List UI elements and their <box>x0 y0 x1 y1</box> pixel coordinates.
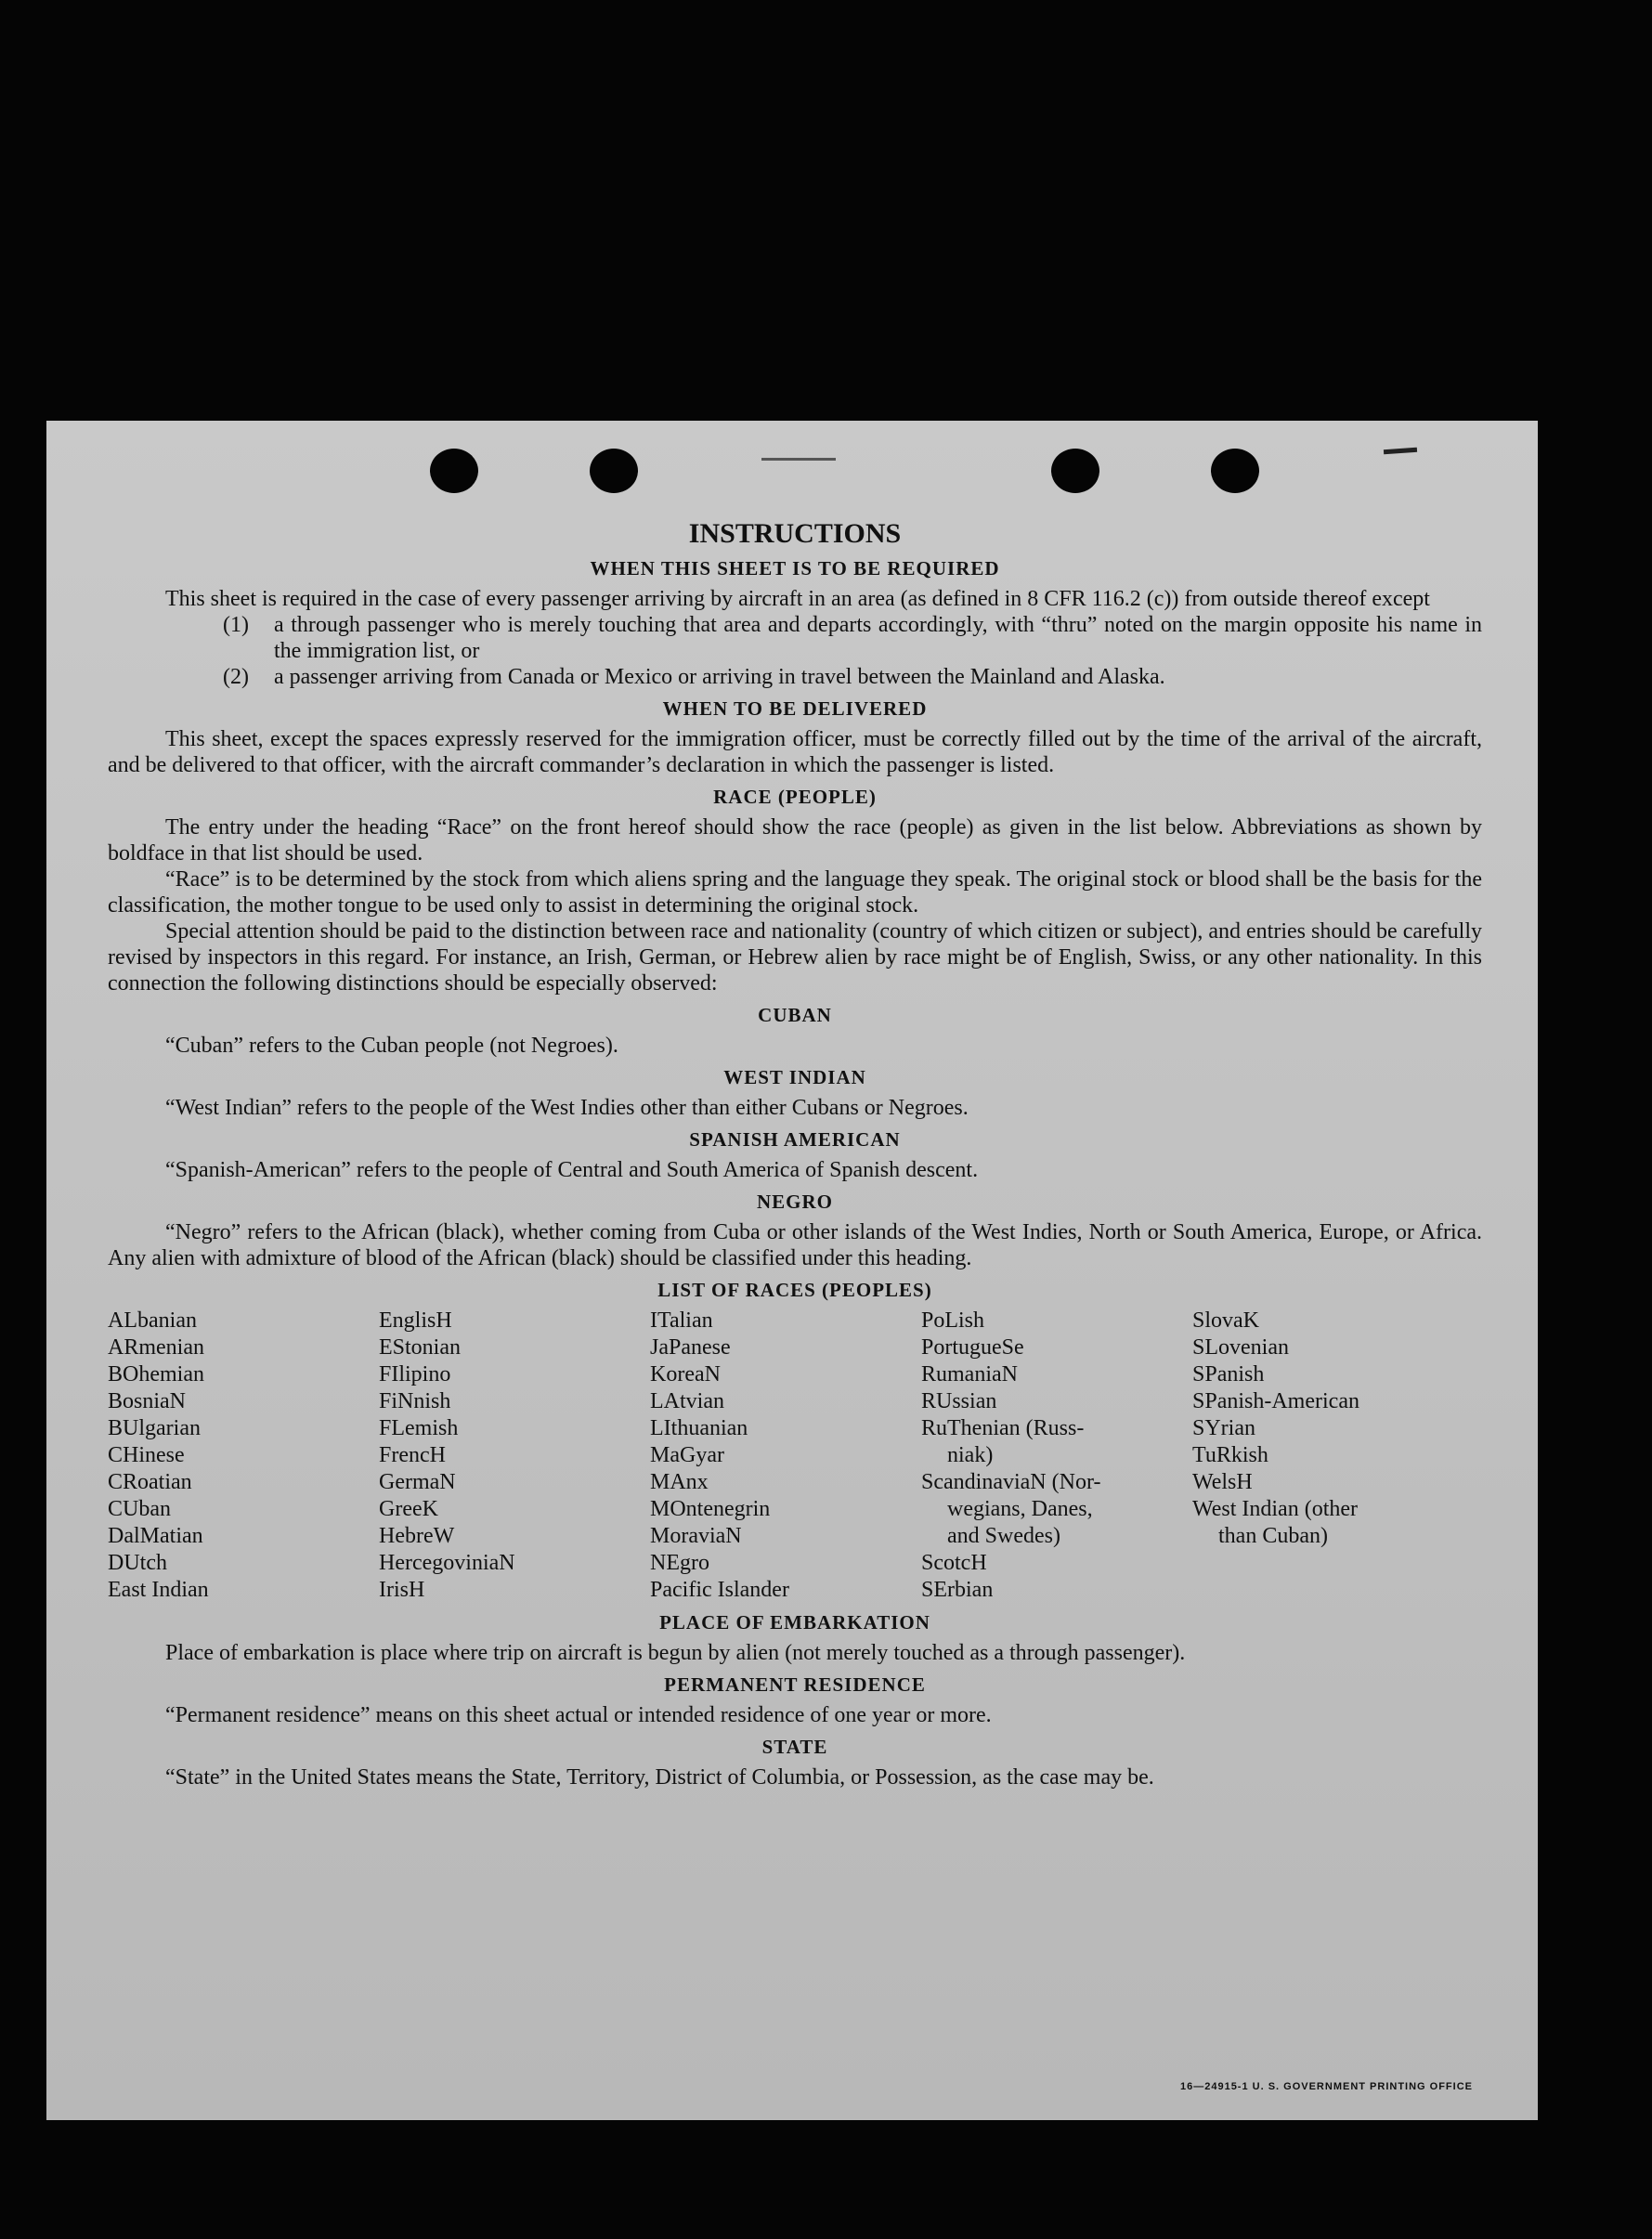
race-entry: DUtch <box>108 1551 167 1575</box>
printing-office-footer: 16—24915-1 U. S. GOVERNMENT PRINTING OFFICE <box>1179 2081 1473 2092</box>
document-sheet <box>46 421 1538 2120</box>
punch-hole <box>1051 449 1099 493</box>
race-entry: EStonian <box>379 1335 461 1360</box>
delivered-text: This sheet, except the spaces expressly reserved for the immigration officer, must be correctly filled out by the time of the arrival of the aircraft, and be delivered to that officer, with the aircraft commander’s declaration in which the passenger is listed. <box>108 727 1482 777</box>
race-entry: RumaniaN <box>921 1362 1018 1386</box>
race-entry: LAtvian <box>650 1389 724 1413</box>
punch-hole <box>430 449 478 493</box>
race-paragraph: “Race” is to be determined by the stock from which aliens spring and the language they speak. The original stock or blood shall be the basis for the classification, the mother tongue to be used only to assist in determining the original stock. <box>108 867 1482 918</box>
race-entry: FLemish <box>379 1416 459 1440</box>
race-entry: GermaN <box>379 1470 456 1494</box>
race-paragraph: Special attention should be paid to the distinction between race and nationality (country of which citizen or subject), and entries should be carefully revised by inspectors in this regard. For instance, an Irish, German, or Hebrew alien by race might be of English, Swiss, or any other nationality. In this connection the following distinctions should be especially observed: <box>108 919 1482 996</box>
spanish-american-text: “Spanish-American” refers to the people of Central and South America of Spanish descent. <box>165 1158 979 1182</box>
negro-text: “Negro” refers to the African (black), whether coming from Cuba or other islands of the West Indies, North or South America, Europe, or Africa. Any alien with admixture of blood of the African (black) should be classified under this heading. <box>108 1220 1482 1270</box>
race-entry: and Swedes) <box>947 1524 1060 1548</box>
race-paragraph: The entry under the heading “Race” on the front hereof should show the race (people) as given in the list below. Abbreviations as shown by boldface in that list should be used. <box>108 815 1482 866</box>
race-entry: WelsH <box>1192 1470 1253 1494</box>
race-entry: DalMatian <box>108 1524 203 1548</box>
race-entry: SErbian <box>921 1578 994 1602</box>
section-heading-required: WHEN THIS SHEET IS TO BE REQUIRED <box>590 557 1000 579</box>
section-heading-spanish-american: SPANISH AMERICAN <box>689 1128 901 1151</box>
race-entry: KoreaN <box>650 1362 721 1386</box>
race-entry: RUssian <box>921 1389 997 1413</box>
races-column <box>1192 1308 1463 1604</box>
races-column <box>921 1308 1192 1604</box>
west-indian-text: “West Indian” refers to the people of the West Indies other than either Cubans or Negroes. <box>165 1096 969 1120</box>
races-column <box>379 1308 650 1604</box>
race-entry: FiNnish <box>379 1389 451 1413</box>
residence-text: “Permanent residence” means on this sheet actual or intended residence of one year or more. <box>165 1703 992 1727</box>
race-entry: CUban <box>108 1497 171 1521</box>
race-entry: EnglisH <box>379 1308 452 1333</box>
race-entry: JaPanese <box>650 1335 731 1360</box>
section-heading-delivered: WHEN TO BE DELIVERED <box>662 697 928 720</box>
race-entry: MOntenegrin <box>650 1497 771 1521</box>
race-entry: NEgro <box>650 1551 709 1575</box>
exception-item: (1) a through passenger who is merely touching that area and departs accordingly, with “thru” noted on the margin opposite his name in the immigration list, or <box>223 613 1482 663</box>
races-column <box>108 1308 379 1604</box>
race-entry: FIlipino <box>379 1362 451 1386</box>
race-entry: MoraviaN <box>650 1524 742 1548</box>
race-entry: ALbanian <box>108 1308 197 1333</box>
race-entry: ITalian <box>650 1308 713 1333</box>
state-text: “State” in the United States means the State, Territory, District of Columbia, or Possession, as the case may be. <box>165 1765 1154 1790</box>
races-list <box>108 1308 1482 1604</box>
race-entry: Pacific Islander <box>650 1578 789 1602</box>
races-column <box>650 1308 921 1604</box>
section-heading-negro: NEGRO <box>756 1191 833 1213</box>
section-heading-residence: PERMANENT RESIDENCE <box>664 1673 926 1696</box>
page-title: INSTRUCTIONS <box>688 518 902 549</box>
race-entry: HebreW <box>379 1524 455 1548</box>
required-intro: This sheet is required in the case of every passenger arriving by aircraft in an area (as defined in 8 CFR 116.2 (c)) from outside thereof except <box>165 587 1430 611</box>
exception-item: (2) a passenger arriving from Canada or Mexico or arriving in travel between the Mainland and Alaska. <box>223 665 1165 689</box>
race-entry: CRoatian <box>108 1470 192 1494</box>
race-entry: than Cuban) <box>1218 1524 1328 1548</box>
section-heading-west-indian: WEST INDIAN <box>723 1066 866 1088</box>
race-entry: SPanish <box>1192 1362 1265 1386</box>
section-heading-races-list: LIST OF RACES (PEOPLES) <box>657 1279 932 1301</box>
race-entry: ScotcH <box>921 1551 987 1575</box>
ink-mark <box>1384 448 1417 454</box>
section-heading-cuban: CUBAN <box>758 1004 832 1026</box>
race-entry: SLovenian <box>1192 1335 1289 1360</box>
race-entry: CHinese <box>108 1443 185 1467</box>
instructions-content <box>108 518 1482 1790</box>
cuban-text: “Cuban” refers to the Cuban people (not Negroes). <box>165 1034 618 1058</box>
race-entry: HercegoviniaN <box>379 1551 515 1575</box>
race-entry: BOhemian <box>108 1362 204 1386</box>
race-entry: MaGyar <box>650 1443 724 1467</box>
race-entry: ScandinaviaN (Nor- <box>921 1470 1101 1494</box>
ink-mark <box>761 458 836 461</box>
race-entry: wegians, Danes, <box>947 1497 1093 1521</box>
race-entry: SYrian <box>1192 1416 1255 1440</box>
race-entry: SlovaK <box>1192 1308 1259 1333</box>
race-entry: PoLish <box>921 1308 985 1333</box>
punch-hole <box>590 449 638 493</box>
race-entry: East Indian <box>108 1578 209 1602</box>
race-entry: PortugueSe <box>921 1335 1024 1360</box>
punch-hole <box>1211 449 1259 493</box>
section-heading-state: STATE <box>761 1736 828 1758</box>
race-entry: LIthuanian <box>650 1416 748 1440</box>
embarkation-text: Place of embarkation is place where trip on aircraft is begun by alien (not merely touched as a through passenger). <box>165 1641 1186 1665</box>
race-entry: IrisH <box>379 1578 425 1602</box>
race-entry: BUlgarian <box>108 1416 201 1440</box>
race-entry: niak) <box>947 1443 994 1467</box>
race-entry: RuThenian (Russ- <box>921 1416 1085 1440</box>
section-heading-embarkation: PLACE OF EMBARKATION <box>659 1611 930 1634</box>
section-heading-race: RACE (PEOPLE) <box>713 786 877 808</box>
race-entry: BosniaN <box>108 1389 186 1413</box>
race-entry: GreeK <box>379 1497 438 1521</box>
race-entry: SPanish-American <box>1192 1389 1359 1413</box>
race-entry: FrencH <box>379 1443 446 1467</box>
race-entry: West Indian (other <box>1192 1497 1359 1521</box>
race-entry: TuRkish <box>1192 1443 1268 1467</box>
race-entry: MAnx <box>650 1470 709 1494</box>
race-entry: ARmenian <box>108 1335 204 1360</box>
